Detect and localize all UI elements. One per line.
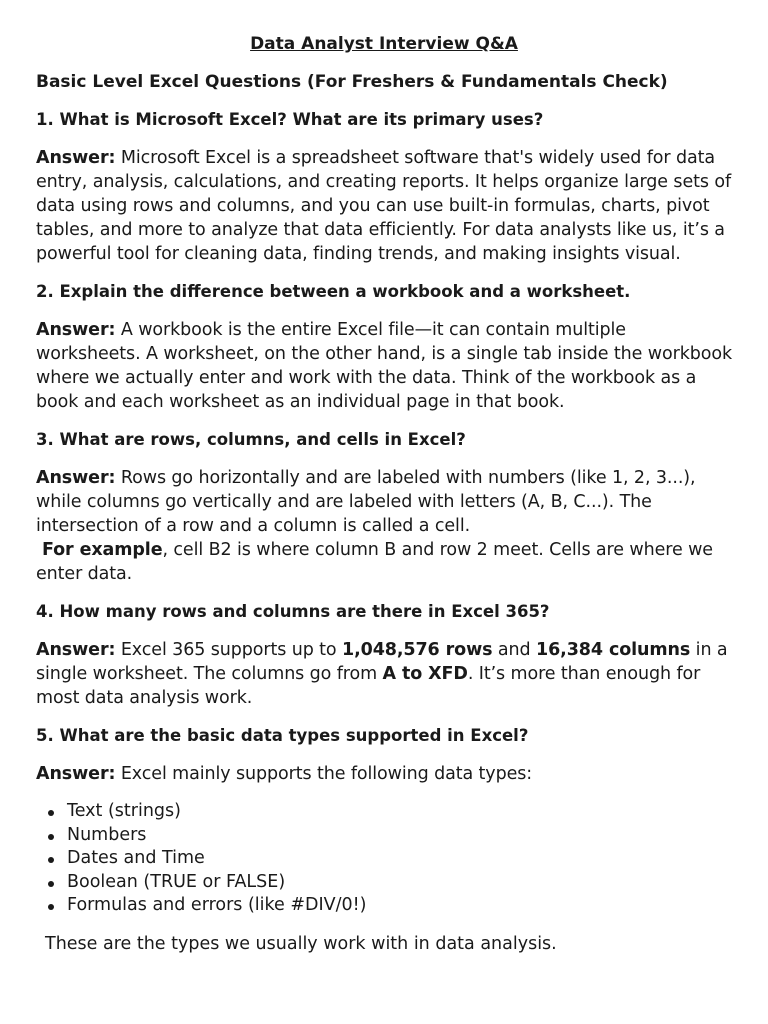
question-5: 5. What are the basic data types supported in Excel? [36,726,529,745]
answer-1-text: Microsoft Excel is a spreadsheet software that's widely used for data entry, analysis, calculations, and creating reports. It helps organize large sets of data using rows and columns, and you can use built-in formulas, charts, pivot tables, and more to analyze that data efficiently. For data analysts like us, it’s a powerful tool for cleaning data, finding trends, and making insights visual. [36,148,732,264]
list-item: Dates and Time [67,847,732,871]
answer-label: Answer: [36,640,116,660]
answer-label: Answer: [36,148,116,168]
answer-4 [36,638,732,710]
answer-label: Answer: [36,320,116,340]
answer-3 [36,466,732,586]
answer-2-text: A workbook is the entire Excel file—it can contain multiple worksheets. A worksheet, on the other hand, is a single tab inside the workbook where we actually enter and work with the data. Think of the workbook as a book and each worksheet as an individual page in that book. [36,320,732,412]
question-2: 2. Explain the difference between a workbook and a worksheet. [36,282,631,301]
answer-2 [36,318,732,414]
question-3: 3. What are rows, columns, and cells in Excel? [36,430,466,449]
answer-4-text-4: . It’s more than enough for most data analysis work. [36,664,701,708]
data-types-list [36,800,732,918]
answer-4-text-1: Excel 365 supports up to [115,640,342,660]
columns-count: 16,384 columns [536,640,691,660]
section-heading: Basic Level Excel Questions (For Freshers & Fundamentals Check) [36,72,668,92]
answer-label: Answer: [36,468,116,488]
list-item: Boolean (TRUE or FALSE) [67,871,732,895]
example-text: , cell B2 is where column B and row 2 meet. Cells are where we enter data. [36,540,713,584]
answer-3-example [36,538,732,586]
closing-text: These are the types we usually work with in data analysis. [45,933,557,954]
answer-label: Answer: [36,764,116,784]
answer-1 [36,146,732,266]
answer-4-text-3: in a single worksheet. The columns go from [36,640,728,684]
answer-5-text: Excel mainly supports the following data types: [115,764,533,784]
list-item: Formulas and errors (like #DIV/0!) [67,894,732,918]
rows-count: 1,048,576 rows [342,640,493,660]
column-range: A to XFD [382,664,468,684]
answer-5 [36,762,732,786]
question-1: 1. What is Microsoft Excel? What are its primary uses? [36,110,544,129]
answer-4-text-2: and [492,640,537,660]
question-4: 4. How many rows and columns are there in Excel 365? [36,602,550,621]
list-item: Numbers [67,824,732,848]
list-item: Text (strings) [67,800,732,824]
document-title: Data Analyst Interview Q&A [250,34,518,54]
example-label: For example [36,540,163,560]
answer-3-text: Rows go horizontally and are labeled with numbers (like 1, 2, 3...), while columns go vertically and are labeled with letters (A, B, C...). The intersection of a row and a column is called a cell. [36,468,696,536]
